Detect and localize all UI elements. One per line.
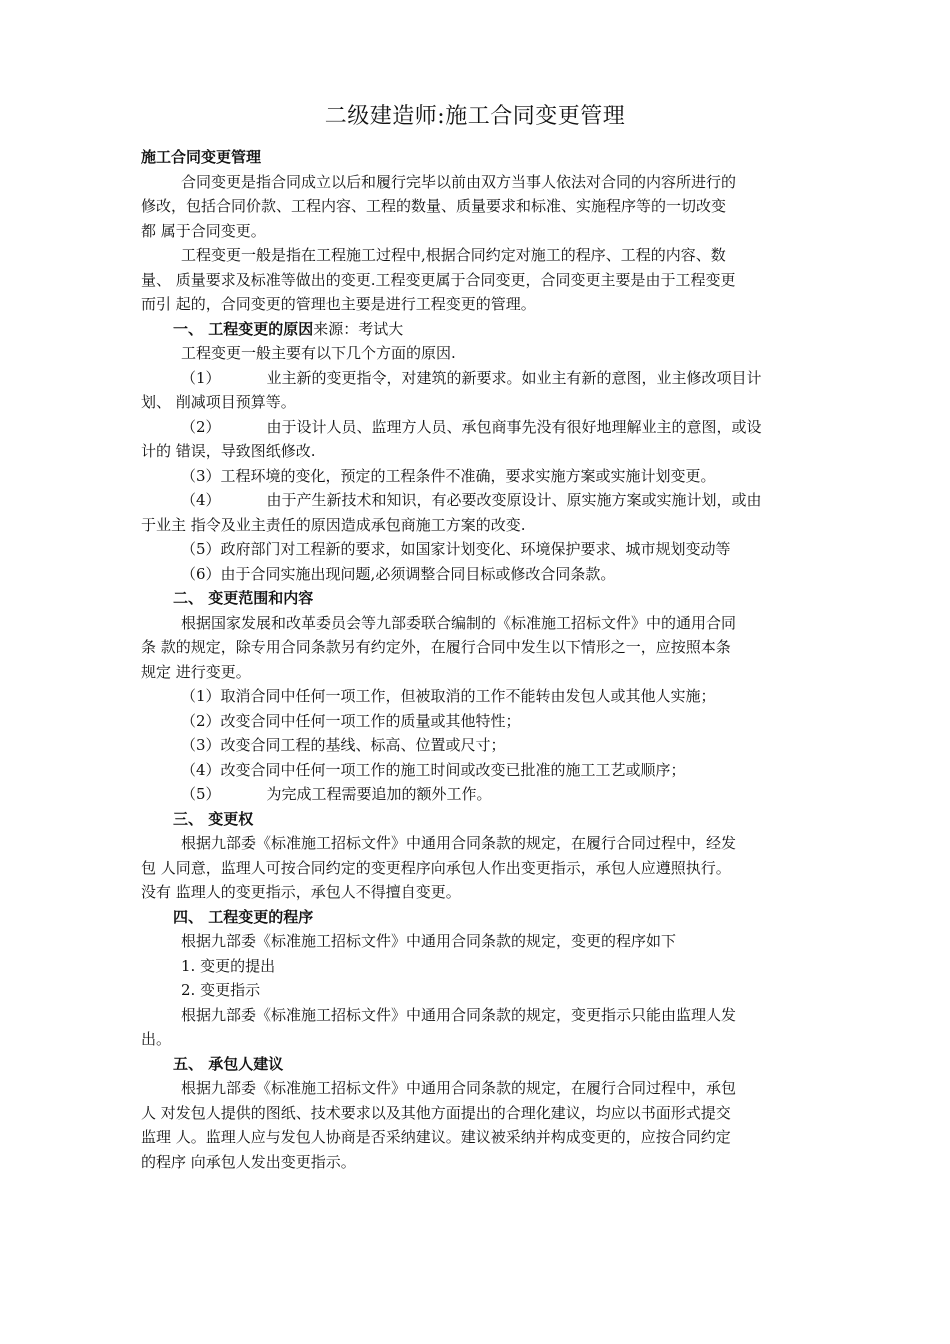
section-heading (141, 317, 821, 342)
paragraph-line: 修改，包括合同价款、工程内容、工程的数量、质量要求和标准、实施程序等的一切改变 (141, 197, 727, 215)
paragraph-line: 规定 进行变更。 (141, 662, 251, 681)
paragraph-line: （5）政府部门对工程新的要求，如国家计划变化、环境保护要求、城市规划变动等 (181, 540, 731, 558)
list-item-text: 为完成工程需要追加的额外工作。 (266, 785, 492, 803)
paragraph-line: 合同变更是指合同成立以后和履行完毕以前由双方当事人依法对合同的内容所进行的 (181, 172, 737, 191)
paragraph-line: 根据九部委《标准施工招标文件》中通用合同条款的规定，在履行合同过程中，承包 (181, 1079, 737, 1097)
paragraph-line: 工程变更一般是指在工程施工过程中,根据合同约定对施工的程序、工程的内容、数 (181, 246, 726, 264)
paragraph-line: （4）改变合同中任何一项工作的施工时间或改变已批准的施工工艺或顺序； (181, 760, 686, 779)
list-item (141, 488, 821, 513)
paragraph-line: 量、 质量要求及标准等做出的变更.工程变更属于合同变更，合同变更主要是由于工程变更 (141, 270, 736, 289)
section-heading-label: 二、 变更范围和内容 (173, 589, 314, 607)
document-title: 二级建造师:施工合同变更管理 (324, 104, 626, 129)
paragraph-line: 包 人同意，监理人可按合同约定的变更程序向承包人作出变更指示，承包人应遵照执行。 (141, 858, 731, 877)
paragraph-line: （3）改变合同工程的基线、标高、位置或尺寸； (181, 736, 506, 754)
paragraph-line: （1）取消合同中任何一项工作，但被取消的工作不能转由发包人或其他人实施； (181, 687, 716, 705)
paragraph-line: （6）由于合同实施出现问题,必须调整合同目标或修改合同条款。 (181, 564, 616, 583)
paragraph-line: 都 属于合同变更。 (141, 221, 266, 240)
list-item-number: （1） (181, 368, 221, 387)
section-heading (141, 586, 821, 611)
section-heading: 施工合同变更管理 (141, 148, 262, 166)
paragraph-line: 1. 变更的提出 (181, 956, 276, 975)
paragraph-line: 没有 监理人的变更指示，承包人不得擅自变更。 (141, 883, 461, 901)
list-item-text: 由于设计人员、监理方人员、承包商事先没有很好地理解业主的意图，或设 (266, 417, 762, 436)
list-item (141, 415, 821, 440)
list-item-text: 业主新的变更指令，对建筑的新要求。如业主有新的意图，业主修改项目计 (266, 368, 762, 387)
paragraph-line: 根据九部委《标准施工招标文件》中通用合同条款的规定，变更指示只能由监理人发 (181, 1005, 737, 1024)
section-heading (141, 1052, 821, 1077)
paragraph-line: （2）改变合同中任何一项工作的质量或其他特性； (181, 711, 521, 730)
paragraph-line: 根据九部委《标准施工招标文件》中通用合同条款的规定，变更的程序如下 (181, 932, 677, 950)
section-heading (141, 807, 821, 832)
section-heading-note: 来源：考试大 (313, 319, 404, 338)
section-heading-label: 五、 承包人建议 (173, 1054, 284, 1073)
paragraph-line: 条 款的规定，除专用合同条款另有约定外，在履行合同中发生以下情形之一，应按照本条 (141, 638, 731, 656)
paragraph-line: 划、 削减项目预算等。 (141, 393, 296, 411)
list-item-number: （5） (181, 785, 221, 803)
paragraph-line: 人 对发包人提供的图纸、技术要求以及其他方面提出的合理化建议，均应以书面形式提交 (141, 1103, 731, 1122)
section-heading-label: 三、 变更权 (173, 809, 254, 828)
paragraph-line: 2. 变更指示 (181, 981, 261, 999)
section-heading-label: 四、 工程变更的程序 (173, 907, 314, 926)
document-body (141, 145, 821, 1174)
list-item-number: （4） (181, 491, 221, 509)
paragraph-line: 工程变更一般主要有以下几个方面的原因. (181, 344, 456, 362)
paragraph-line: 根据九部委《标准施工招标文件》中通用合同条款的规定，在履行合同过程中，经发 (181, 834, 737, 852)
paragraph-line: 的程序 向承包人发出变更指示。 (141, 1152, 356, 1171)
paragraph-line: （3）工程环境的变化，预定的工程条件不准确，要求实施方案或实施计划变更。 (181, 466, 716, 485)
paragraph-line: 而引 起的，合同变更的管理也主要是进行工程变更的管理。 (141, 295, 536, 313)
paragraph-line: 计的 错误，导致图纸修改. (141, 442, 316, 460)
list-item (141, 782, 821, 807)
paragraph-line: 监理 人。监理人应与发包人协商是否采纳建议。建议被采纳并构成变更的，应按合同约定 (141, 1128, 731, 1146)
section-heading-label: 一、 工程变更的原因 (173, 319, 314, 338)
paragraph-line: 于业主 指令及业主责任的原因造成承包商施工方案的改变. (141, 515, 526, 534)
list-item-number: （2） (181, 417, 221, 436)
section-heading (141, 905, 821, 930)
paragraph-line: 根据国家发展和改革委员会等九部委联合编制的《标准施工招标文件》中的通用合同 (181, 613, 737, 632)
paragraph-line: 出。 (141, 1030, 172, 1048)
list-item-text: 由于产生新技术和知识，有必要改变原设计、原实施方案或实施计划，或由 (266, 491, 762, 509)
list-item (141, 366, 821, 391)
